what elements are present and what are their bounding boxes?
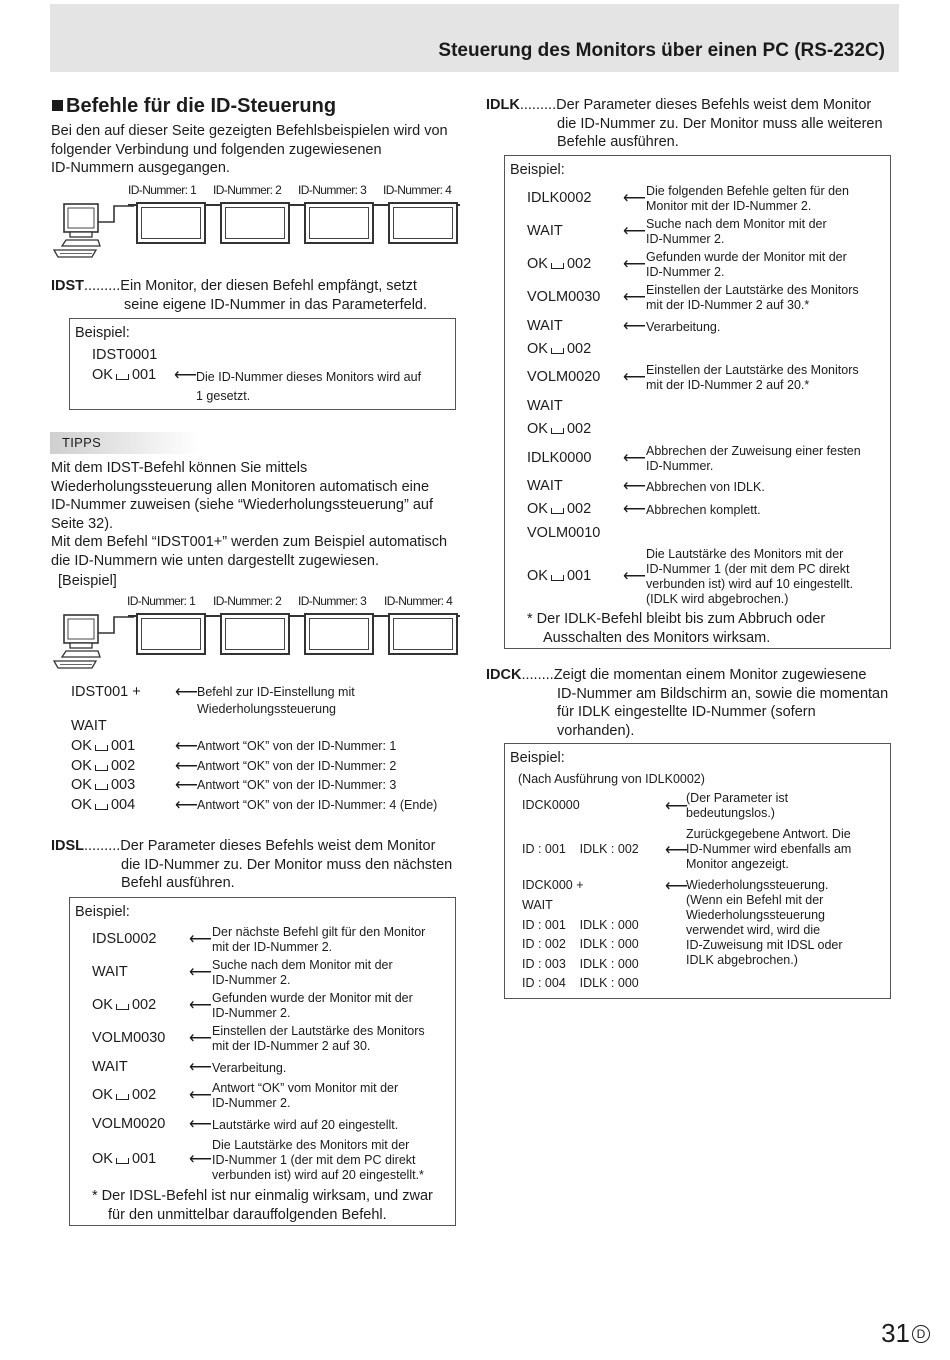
connection-diagram-2	[52, 591, 462, 677]
id-label-3: ID-Nummer: 3	[298, 183, 367, 197]
note-line: Monitor angezeigt.	[686, 857, 789, 871]
monitor-4-icon	[388, 202, 458, 244]
note-line: mit der ID-Nummer 2 auf 20.*	[646, 378, 810, 392]
idck-desc-line: vorhanden).	[557, 722, 635, 739]
idsl-description	[51, 837, 471, 893]
idck-response: ID : 004 IDLK : 000	[522, 976, 639, 990]
page-header-title: Steuerung des Monitors über einen PC (RS-232C)	[438, 40, 885, 61]
id-text: 001	[110, 738, 136, 754]
note-line: Einstellen der Lautstärke des Monitors	[646, 363, 859, 377]
left-arrow-icon: ⟵	[175, 684, 198, 701]
left-arrow-icon: ⟵	[189, 1151, 212, 1168]
example-label: Beispiel:	[510, 162, 565, 178]
intro-line: Bei den auf dieser Seite gezeigten Befehlsbeispielen wird von	[51, 123, 448, 139]
example-note	[212, 1061, 286, 1076]
note-line: Verarbeitung.	[212, 1060, 287, 1075]
example-command	[92, 997, 156, 1013]
note-line: Wiederholungssteuerung	[686, 908, 825, 922]
monitor-2-icon	[220, 613, 290, 655]
wait-text: WAIT	[71, 718, 107, 734]
idlk-desc-line: Der Parameter dieses Befehls weist dem Monitor	[556, 97, 872, 113]
response-line	[71, 797, 135, 813]
left-arrow-icon: ⟵	[189, 931, 212, 948]
id-text: 002	[566, 341, 592, 357]
ok-text: OK	[71, 777, 92, 793]
space-symbol-icon	[95, 784, 108, 790]
note-line: mit der ID-Nummer 2 auf 30.*	[646, 298, 810, 312]
idlk-command-name: IDLK	[486, 97, 520, 113]
left-arrow-icon: ⟵	[175, 777, 198, 794]
note-line: ID-Nummer.	[646, 459, 714, 473]
example-command: IDSL0002	[92, 931, 157, 947]
space-symbol-icon	[116, 1004, 129, 1010]
example-note	[646, 480, 765, 495]
monitor-1-icon	[136, 613, 206, 655]
idsl-desc-line: Befehl ausführen.	[121, 875, 235, 891]
id-label-2: ID-Nummer: 2	[213, 594, 282, 608]
idck-context: (Nach Ausführung von IDLK0002)	[518, 772, 705, 786]
left-arrow-icon: ⟵	[623, 369, 646, 386]
space-symbol-icon	[116, 374, 129, 380]
note-line: verbunden ist) wird auf 10 eingestellt.	[646, 577, 854, 591]
example-command: WAIT	[527, 398, 563, 414]
note-line: Lautstärke wird auf 20 eingestellt.	[212, 1117, 399, 1132]
section-title	[52, 95, 336, 118]
example-note	[212, 1138, 424, 1183]
space-symbol-icon	[95, 745, 108, 751]
idck-command: IDCK0000	[522, 798, 580, 812]
space-symbol-icon	[116, 1094, 129, 1100]
left-arrow-icon: ⟵	[665, 842, 688, 859]
example-note	[212, 958, 393, 988]
left-arrow-icon: ⟵	[623, 450, 646, 467]
left-arrow-icon: ⟵	[189, 1116, 212, 1133]
example-note	[646, 184, 849, 214]
example-note	[212, 991, 413, 1021]
note-line: ID-Nummer 2.	[646, 265, 725, 279]
left-arrow-icon: ⟵	[623, 256, 646, 273]
left-arrow-icon: ⟵	[175, 797, 198, 814]
space-symbol-icon	[551, 428, 564, 434]
left-arrow-icon: ⟵	[189, 1030, 212, 1047]
idck-command-name: IDCK	[486, 667, 522, 683]
example-note	[646, 283, 859, 313]
response-note: Antwort “OK” von der ID-Nummer: 1	[197, 739, 397, 753]
response-line	[71, 738, 135, 754]
idck-description	[486, 666, 916, 740]
idck-command: IDCK000 +	[522, 878, 584, 892]
note-line: Einstellen der Lautstärke des Monitors	[212, 1024, 425, 1038]
id-text: 003	[110, 777, 136, 793]
left-arrow-icon: ⟵	[665, 798, 688, 815]
ok-text: OK	[92, 1087, 113, 1103]
note-line: ID-Nummer 2.	[646, 232, 725, 246]
note-line: Zurückgegebene Antwort. Die	[686, 827, 851, 841]
note-line: (Der Parameter ist	[686, 791, 789, 805]
footnote-line: * Der IDSL-Befehl ist nur einmalig wirksam, und zwar	[92, 1188, 433, 1204]
idck-cmd2-note	[686, 878, 843, 968]
example-command: WAIT	[92, 1059, 128, 1075]
example-command	[527, 256, 591, 272]
idlk-desc-line: die ID-Nummer zu. Der Monitor muss alle weiteren	[557, 115, 883, 132]
ok-text: OK	[71, 738, 92, 754]
note-line: Befehl zur ID-Einstellung mit	[197, 685, 355, 699]
id-label-3: ID-Nummer: 3	[298, 594, 367, 608]
note-line: Suche nach dem Monitor mit der	[646, 217, 827, 231]
id-text: 002	[110, 758, 136, 774]
example-command	[92, 1087, 156, 1103]
id-label-4: ID-Nummer: 4	[383, 183, 452, 197]
tips-line: die ID-Nummern wie unten dargestellt zugewiesen.	[51, 552, 380, 569]
idck-cmd1-note	[686, 791, 788, 821]
intro-paragraph	[51, 122, 448, 178]
example-note	[212, 1024, 425, 1054]
note-line: ID-Nummer 1 (der mit dem PC direkt	[646, 562, 850, 576]
example-note	[646, 217, 827, 247]
id-label-1: ID-Nummer: 1	[128, 183, 197, 197]
ok-text: OK	[92, 367, 113, 383]
left-arrow-icon: ⟵	[665, 878, 688, 895]
space-symbol-icon	[551, 575, 564, 581]
leader-dots: .........	[84, 278, 121, 294]
example-command: VOLM0020	[527, 369, 601, 385]
id-label-4: ID-Nummer: 4	[384, 594, 453, 608]
left-arrow-icon: ⟵	[189, 1059, 212, 1076]
note-line: Monitor mit der ID-Nummer 2.	[646, 199, 812, 213]
note-line: Abbrechen komplett.	[646, 502, 761, 517]
header-bar	[50, 4, 899, 72]
monitor-3-icon	[304, 613, 374, 655]
example-command	[527, 568, 591, 584]
example-command: VOLM0020	[92, 1116, 166, 1132]
example-note	[646, 320, 720, 335]
leader-dots: .........	[84, 838, 121, 854]
note-line: Die Lautstärke des Monitors mit der	[646, 547, 844, 561]
example-command: VOLM0030	[527, 289, 601, 305]
note-line: Die Lautstärke des Monitors mit der	[212, 1137, 410, 1152]
idst-desc-line: seine eigene ID-Nummer in das Parameterfeld.	[124, 296, 428, 313]
note-line: 1 gesetzt.	[196, 389, 251, 403]
example-bracket-label: [Beispiel]	[58, 573, 117, 589]
idsl-command-name: IDSL	[51, 838, 85, 854]
leader-dots: .........	[519, 97, 557, 113]
left-arrow-icon: ⟵	[189, 997, 212, 1014]
note-line: ID-Nummer 2.	[212, 1006, 291, 1020]
idst-desc-line: Ein Monitor, der diesen Befehl empfängt, setzt	[120, 278, 417, 294]
idsl-example-box	[69, 897, 456, 1226]
note-line: verwendet wird, wird die	[686, 923, 821, 937]
example-note	[646, 250, 847, 280]
note-line: Die folgenden Befehle gelten für den	[646, 184, 849, 198]
id-text: 002	[131, 997, 157, 1013]
ok-text: OK	[92, 1151, 113, 1167]
idck-response: ID : 002 IDLK : 000	[522, 937, 639, 951]
idlk-example-box	[504, 155, 891, 649]
note-line: ID-Nummer wird ebenfalls am	[686, 842, 852, 856]
left-arrow-icon: ⟵	[189, 1087, 212, 1104]
left-arrow-icon: ⟵	[623, 478, 646, 495]
id-text: 002	[566, 256, 592, 272]
left-arrow-icon: ⟵	[175, 738, 198, 755]
note-line: ID-Nummer 2.	[212, 973, 291, 987]
idck-resp1-note	[686, 827, 851, 872]
footnote-line: für den unmittelbar darauffolgenden Befehl.	[108, 1207, 387, 1223]
id-text: 002	[566, 421, 592, 437]
space-symbol-icon	[95, 765, 108, 771]
tips-line: Mit dem Befehl “IDST001+” werden zum Beispiel automatisch	[51, 534, 448, 550]
ok-text: OK	[527, 341, 548, 357]
tips-label: TIPPS	[50, 432, 200, 454]
example-note	[212, 1081, 398, 1111]
idck-desc-line: Zeigt die momentan einem Monitor zugewiesene	[553, 667, 867, 683]
example-label: Beispiel:	[75, 325, 130, 341]
example-note	[212, 925, 425, 955]
wait-text: WAIT	[522, 898, 553, 912]
response-note: Antwort “OK” von der ID-Nummer: 3	[197, 778, 397, 792]
example-command	[92, 1151, 156, 1167]
note-line: ID-Nummer 2.	[212, 1096, 291, 1110]
example-command: VOLM0030	[92, 1030, 166, 1046]
space-symbol-icon	[551, 348, 564, 354]
left-arrow-icon: ⟵	[175, 758, 198, 775]
note-line: Verarbeitung.	[646, 319, 721, 334]
idst-description	[51, 277, 471, 314]
idck-response: ID : 001 IDLK : 000	[522, 918, 639, 932]
idst-example-box	[69, 318, 456, 410]
idck-desc-line: für IDLK eingestellte ID-Nummer (sofern	[557, 704, 816, 720]
note-line: Suche nach dem Monitor mit der	[212, 958, 393, 972]
monitor-1-icon	[136, 202, 206, 244]
id-text: 004	[110, 797, 136, 813]
idsl-desc-line: Der Parameter dieses Befehls weist dem Monitor	[120, 838, 436, 854]
note-line: Abbrechen der Zuweisung einer festen	[646, 444, 861, 458]
ok-text: OK	[71, 797, 92, 813]
note-line: Der nächste Befehl gilt für den Monitor	[212, 925, 426, 939]
left-arrow-icon: ⟵	[623, 223, 646, 240]
id-label-1: ID-Nummer: 1	[127, 594, 196, 608]
note-line: Gefunden wurde der Monitor mit der	[646, 250, 847, 264]
tips-line: Seite 32).	[51, 515, 114, 532]
example-command	[527, 501, 591, 517]
repeat-command: IDST001 +	[71, 684, 141, 700]
id-text: 001	[131, 1151, 157, 1167]
language-badge: D	[912, 1325, 930, 1343]
left-arrow-icon: ⟵	[623, 318, 646, 335]
note-line: Einstellen der Lautstärke des Monitors	[646, 283, 859, 297]
idlk-desc-line: Befehle ausführen.	[557, 134, 679, 150]
repeat-command-note	[197, 684, 355, 718]
idlk-description	[486, 96, 906, 152]
note-line: (Wenn ein Befehl mit der	[686, 893, 824, 907]
left-arrow-icon: ⟵	[174, 367, 197, 384]
example-command: WAIT	[92, 964, 128, 980]
note-line: Abbrechen von IDLK.	[646, 479, 765, 494]
id-text: 001	[131, 367, 157, 383]
space-symbol-icon	[551, 508, 564, 514]
note-line: Antwort “OK” vom Monitor mit der	[212, 1081, 399, 1095]
note-line: verbunden ist) wird auf 20 eingestellt.*	[212, 1167, 424, 1182]
id-text: 002	[131, 1087, 157, 1103]
left-arrow-icon: ⟵	[623, 501, 646, 518]
space-symbol-icon	[95, 804, 108, 810]
leader-dots: ........	[521, 667, 554, 683]
tips-line: ID-Nummer zuweisen (siehe “Wiederholungssteuerung” auf	[51, 497, 433, 513]
space-symbol-icon	[116, 1158, 129, 1164]
ok-text: OK	[527, 256, 548, 272]
example-command	[527, 421, 591, 437]
ok-text: OK	[92, 997, 113, 1013]
note-line: (IDLK wird abgebrochen.)	[646, 592, 789, 606]
note-line: mit der ID-Nummer 2 auf 30.	[212, 1039, 371, 1053]
example-response	[92, 367, 156, 383]
left-arrow-icon: ⟵	[623, 190, 646, 207]
id-text: 001	[566, 568, 592, 584]
example-command: WAIT	[527, 478, 563, 494]
response-note: Antwort “OK” von der ID-Nummer: 4 (Ende)	[197, 798, 438, 812]
example-command: VOLM0010	[527, 525, 601, 541]
ok-text: OK	[527, 501, 548, 517]
example-note	[646, 363, 859, 393]
idsl-footnote	[92, 1187, 452, 1225]
example-note	[646, 503, 761, 518]
page-number-text: 31	[881, 1318, 910, 1348]
tips-line: Wiederholungssteuerung allen Monitoren automatisch eine	[51, 478, 430, 495]
ok-text: OK	[527, 421, 548, 437]
id-label-2: ID-Nummer: 2	[213, 183, 282, 197]
note-line: bedeutungslos.)	[686, 806, 775, 820]
monitor-3-icon	[304, 202, 374, 244]
pc-icon	[52, 611, 134, 673]
section-title-text: Befehle für die ID-Steuerung	[66, 95, 337, 117]
tips-line: Mit dem IDST-Befehl können Sie mittels	[51, 460, 308, 476]
note-line: IDLK abgebrochen.)	[686, 953, 798, 967]
tips-text	[51, 459, 471, 570]
idck-response: ID : 003 IDLK : 000	[522, 957, 639, 971]
response-line	[71, 777, 135, 793]
footnote-line: Ausschalten des Monitors wirksam.	[543, 630, 771, 646]
example-note	[196, 368, 421, 406]
intro-line: ID-Nummern ausgegangen.	[51, 160, 230, 176]
example-label: Beispiel:	[75, 904, 130, 920]
note-line: ID-Zuweisung mit IDSL oder	[686, 938, 843, 952]
space-symbol-icon	[551, 263, 564, 269]
idsl-desc-line: die ID-Nummer zu. Der Monitor muss den nächsten	[121, 856, 453, 873]
connection-diagram-1	[52, 180, 462, 260]
repeat-example	[71, 683, 471, 823]
example-command: IDLK0002	[527, 190, 592, 206]
example-note	[646, 444, 861, 474]
idck-example-box	[504, 743, 891, 999]
example-command: IDST0001	[92, 347, 158, 363]
pc-icon	[52, 200, 134, 262]
example-label: Beispiel:	[510, 750, 565, 766]
idst-command-name: IDST	[51, 278, 85, 294]
intro-line: folgender Verbindung und folgenden zugewiesenen	[51, 141, 382, 158]
response-note: Antwort “OK” von der ID-Nummer: 2	[197, 759, 397, 773]
example-command: WAIT	[527, 223, 563, 239]
example-command	[527, 341, 591, 357]
note-line: Wiederholungssteuerung.	[686, 878, 829, 892]
idlk-footnote	[527, 610, 887, 648]
note-line: Die ID-Nummer dieses Monitors wird auf	[196, 370, 422, 384]
example-command: WAIT	[527, 318, 563, 334]
id-text: 002	[566, 501, 592, 517]
footnote-line: * Der IDLK-Befehl bleibt bis zum Abbruch oder	[527, 611, 826, 627]
left-arrow-icon: ⟵	[623, 568, 646, 585]
monitor-4-icon	[388, 613, 458, 655]
page-number	[881, 1318, 930, 1349]
note-line: Wiederholungssteuerung	[197, 702, 336, 716]
ok-text: OK	[71, 758, 92, 774]
square-bullet-icon	[52, 100, 63, 111]
idck-response: ID : 001 IDLK : 002	[522, 842, 639, 856]
example-note	[212, 1118, 398, 1133]
left-arrow-icon: ⟵	[189, 964, 212, 981]
note-line: ID-Nummer 1 (der mit dem PC direkt	[212, 1152, 416, 1167]
note-line: Gefunden wurde der Monitor mit der	[212, 991, 413, 1005]
left-arrow-icon: ⟵	[623, 289, 646, 306]
example-note	[646, 547, 853, 607]
example-command: IDLK0000	[527, 450, 592, 466]
ok-text: OK	[527, 568, 548, 584]
note-line: mit der ID-Nummer 2.	[212, 940, 333, 954]
idck-desc-line: ID-Nummer am Bildschirm an, sowie die momentan	[557, 685, 889, 702]
monitor-2-icon	[220, 202, 290, 244]
response-line	[71, 758, 135, 774]
